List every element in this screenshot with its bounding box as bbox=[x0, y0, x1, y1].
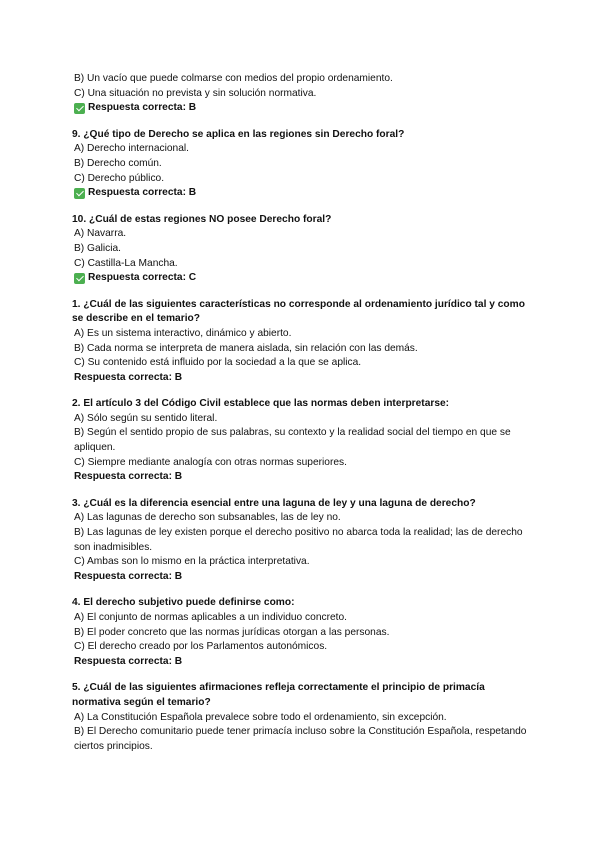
option-b: B) Cada norma se interpreta de manera aislada, sin relación con las demás. bbox=[74, 342, 418, 354]
question-text: 5. ¿Cuál de las siguientes afirmaciones refleja correctamente el principio de primacía normativa según el temario? bbox=[72, 682, 485, 708]
option-a: A) La Constitución Española prevalece sobre todo el ordenamiento, sin excepción. bbox=[74, 711, 447, 723]
option-c: C) El derecho creado por los Parlamentos autonómicos. bbox=[74, 641, 328, 653]
question-text: 10. ¿Cuál de estas regiones NO posee Derecho foral? bbox=[72, 213, 332, 225]
question-s4 bbox=[72, 596, 528, 669]
question-text: 4. El derecho subjetivo puede definirse como: bbox=[72, 597, 295, 609]
question-9 bbox=[72, 128, 528, 201]
option-a: A) Derecho internacional. bbox=[74, 143, 189, 155]
question-s5 bbox=[72, 681, 528, 754]
option-c: C) Derecho público. bbox=[74, 172, 165, 184]
answer-text: Respuesta correcta: B bbox=[88, 102, 197, 114]
answer-line bbox=[72, 101, 528, 116]
answer-text: Respuesta correcta: B bbox=[74, 371, 183, 383]
option-b: B) Las lagunas de ley existen porque el derecho positivo no abarca toda la realidad; las de derecho son inadmisibles. bbox=[74, 527, 523, 553]
option-c: C) Siempre mediante analogía con otras normas superiores. bbox=[74, 456, 347, 468]
question-text: 3. ¿Cuál es la diferencia esencial entre una laguna de ley y una laguna de derecho? bbox=[72, 497, 476, 509]
question-text: 9. ¿Qué tipo de Derecho se aplica en las regiones sin Derecho foral? bbox=[72, 128, 405, 140]
partial-question bbox=[72, 72, 528, 116]
question-text: 2. El artículo 3 del Código Civil establece que las normas deben interpretarse: bbox=[72, 398, 450, 410]
answer-text: Respuesta correcta: B bbox=[74, 570, 183, 582]
answer-text: Respuesta correcta: B bbox=[88, 187, 197, 199]
document-page bbox=[72, 72, 528, 754]
option-b: B) Derecho común. bbox=[74, 157, 162, 169]
option-c: C) Ambas son lo mismo en la práctica interpretativa. bbox=[74, 556, 310, 568]
option-b: B) Un vacío que puede colmarse con medios del propio ordenamiento. bbox=[74, 73, 393, 84]
question-text: 1. ¿Cuál de las siguientes características no corresponde al ordenamiento jurídico tal y como se describe en el temario? bbox=[72, 298, 525, 325]
answer-line bbox=[72, 186, 528, 201]
option-c: C) Su contenido está influido por la sociedad a la que se aplica. bbox=[74, 357, 362, 369]
option-a: A) El conjunto de normas aplicables a un individuo concreto. bbox=[74, 612, 347, 623]
option-b: B) Según el sentido propio de sus palabras, su contexto y la realidad social del tiempo en que se apliquen. bbox=[74, 427, 511, 454]
option-c: C) Una situación no prevista y sin solución normativa. bbox=[74, 87, 317, 99]
answer-text: Respuesta correcta: C bbox=[88, 272, 197, 284]
option-b: B) Galicia. bbox=[74, 242, 121, 254]
check-mark-icon bbox=[74, 103, 85, 114]
option-a: A) Sólo según su sentido literal. bbox=[74, 412, 218, 424]
question-10 bbox=[72, 213, 528, 286]
option-a: A) Las lagunas de derecho son subsanables, las de ley no. bbox=[74, 512, 341, 524]
question-s3 bbox=[72, 497, 528, 585]
check-mark-icon bbox=[74, 188, 85, 199]
option-b: B) El poder concreto que las normas jurídicas otorgan a las personas. bbox=[74, 626, 390, 638]
answer-text: Respuesta correcta: B bbox=[74, 655, 183, 667]
question-s2 bbox=[72, 397, 528, 485]
check-mark-icon bbox=[74, 273, 85, 284]
option-b: B) El Derecho comunitario puede tener primacía incluso sobre la Constitución Española, respetando ciertos principios. bbox=[74, 726, 527, 752]
answer-line bbox=[72, 271, 528, 286]
option-a: A) Es un sistema interactivo, dinámico y abierto. bbox=[74, 327, 292, 339]
question-s1 bbox=[72, 298, 528, 386]
answer-text: Respuesta correcta: B bbox=[74, 471, 183, 483]
option-c: C) Castilla-La Mancha. bbox=[74, 257, 178, 269]
option-a: A) Navarra. bbox=[74, 228, 127, 240]
